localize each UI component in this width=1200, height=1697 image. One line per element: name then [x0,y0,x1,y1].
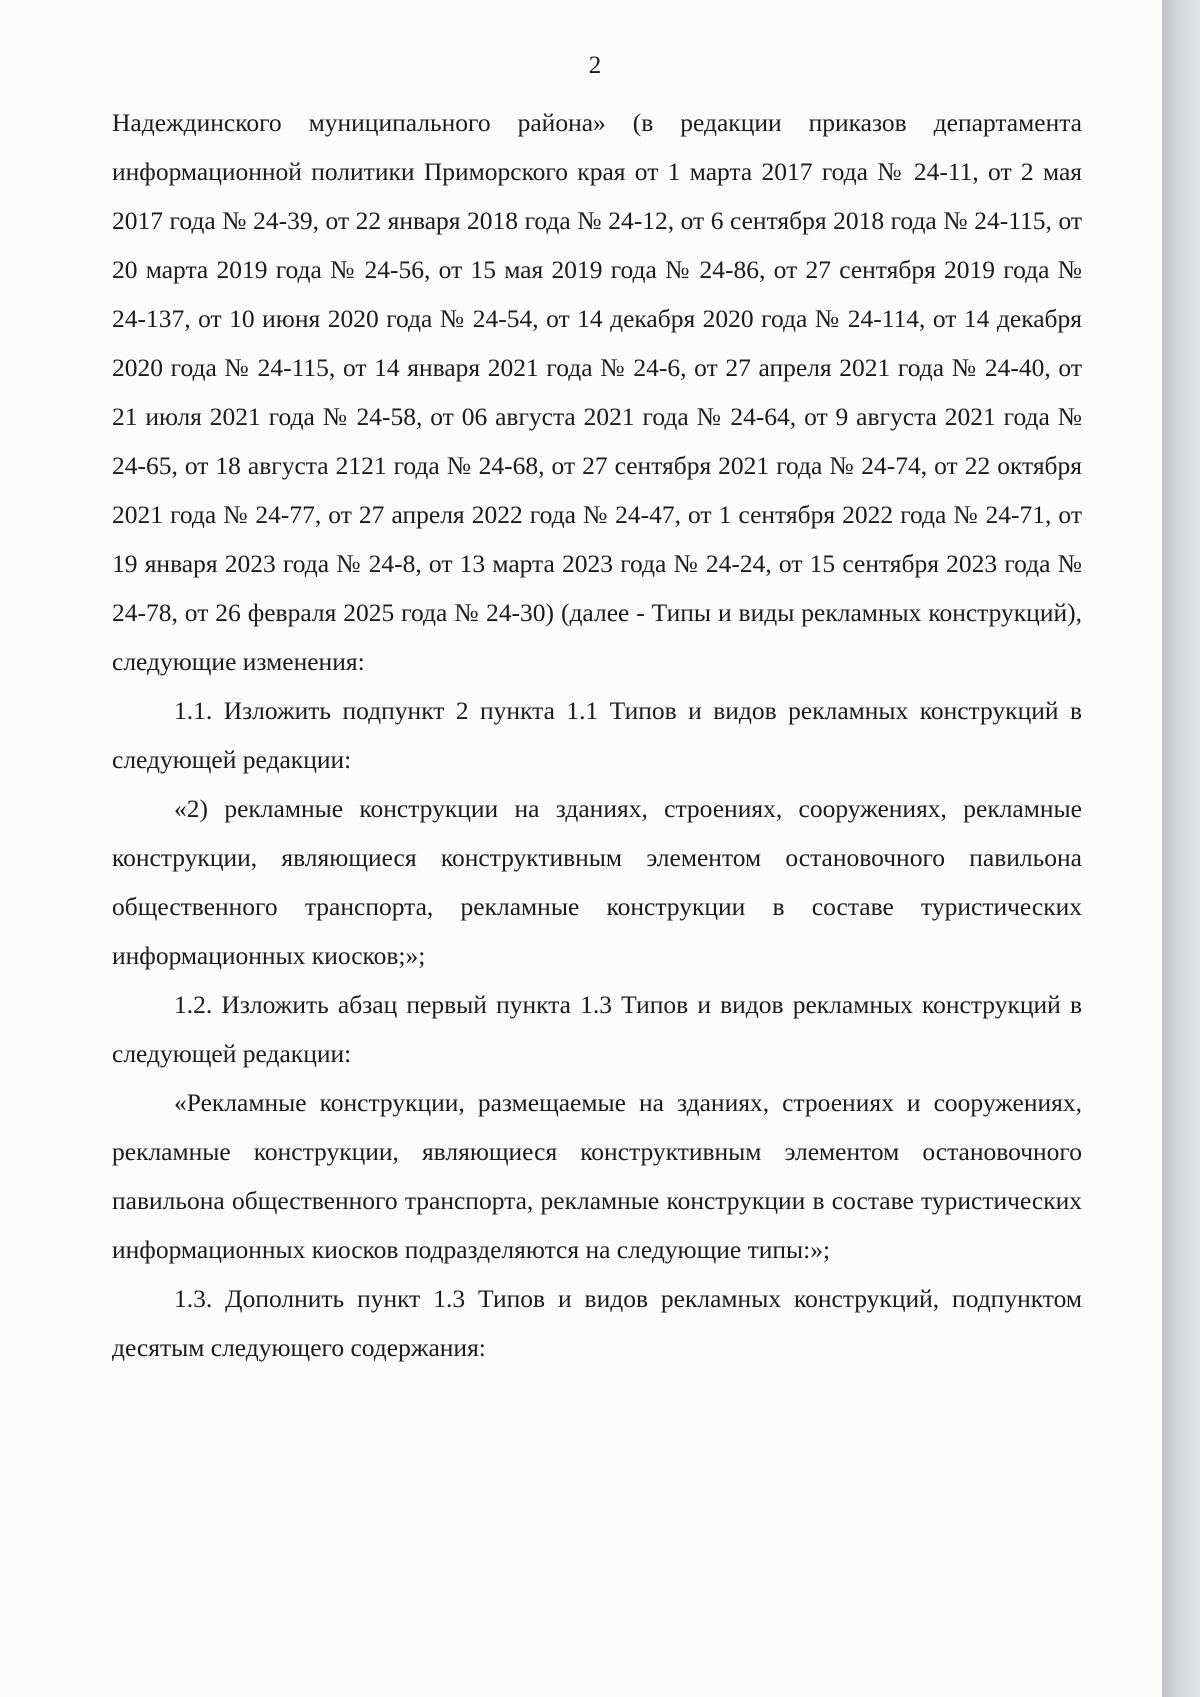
scan-edge-shadow [1162,0,1200,1697]
page-number: 2 [588,52,602,79]
paragraph-quote-1-1: «2) рекламные конструкции на зданиях, строениях, сооружениях, рекламные конструкции, являющиеся конструктивным элементом остановочного павильона общественного транспорта, рекламные конструкции в составе туристических информационных киосков;»; [112,794,1082,970]
paragraph-intro: Надеждинского муниципального района» (в редакции приказов департамента информационной политики Приморского края от 1 марта 2017 года № 24-11, от 2 мая 2017 года № 24-39, от 22 января 2018 года № 24-12, от 6 сентября 2018 года № 24-115, от 20 марта 2019 года № 24-56, от 15 мая 2019 года № 24-86, от 27 сентября 2019 года № 24-137, от 10 июня 2020 года № 24-54, от 14 декабря 2020 года № 24-114, от 14 декабря 2020 года № 24-115, от 14 января 2021 года № 24-6, от 27 апреля 2021 года № 24-40, от 21 июля 2021 года № 24-58, от 06 августа 2021 года № 24-64, от 9 августа 2021 года № 24-65, от 18 августа 2121 года № 24-68, от 27 сентября 2021 года № 24-74, от 22 октября 2021 года № 24-77, от 27 апреля 2022 года № 24-47, от 1 сентября 2022 года № 24-71, от 19 января 2023 года № 24-8, от 13 марта 2023 года № 24-24, от 15 сентября 2023 года № 24-78, от 26 февраля 2025 года № 24-30) (далее - Типы и виды рекламных конструкций), следующие изменения: [112,108,1082,676]
document-body [112,98,1082,1372]
paragraph-item-1-3: 1.3. Дополнить пункт 1.3 Типов и видов рекламных конструкций, подпунктом десятым следующего содержания: [112,1284,1082,1362]
paragraph-item-1-2: 1.2. Изложить абзац первый пункта 1.3 Типов и видов рекламных конструкций в следующей редакции: [112,990,1082,1068]
paragraph-quote-1-2: «Рекламные конструкции, размещаемые на зданиях, строениях и сооружениях, рекламные конструкции, являющиеся конструктивным элементом остановочного павильона общественного транспорта, рекламные конструкции в составе туристических информационных киосков подразделяются на следующие типы:»; [112,1088,1082,1264]
paragraph-item-1-1: 1.1. Изложить подпункт 2 пункта 1.1 Типов и видов рекламных конструкций в следующей редакции: [112,696,1082,774]
